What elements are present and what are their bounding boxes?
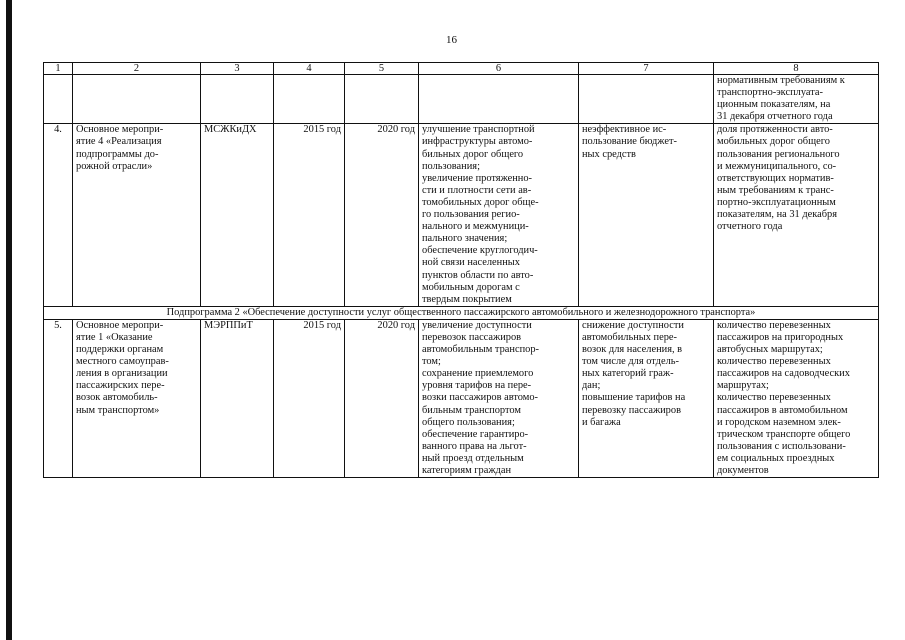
executor-cell: МСЖКиДХ bbox=[201, 124, 274, 306]
indicator-cell: количество перевезенных пассажиров на пригородных автобусных маршрутах; количество перевезенных пассажиров на садоводческих маршрутах; количество перевезенных пассажиров в автомобильном и городском наземном элек- трическом транспорте общего пользования с использовани- ем социальных проездных документов bbox=[714, 319, 879, 477]
indicator-cell: доля протяженности авто- мобильных дорог общего пользования регионального и межмуниципального, со- ответствующих норматив- ным требованиям к транс- портно-эксплуатационным показателям, на 31 декабря отчетного года bbox=[714, 124, 879, 306]
measure-name-cell: Основное меропри- ятие 1 «Оказание поддержки органам местного самоуправ- ления в организации пассажирских пере- возок автомобиль- ным транспортом» bbox=[73, 319, 201, 477]
start-year-cell: 2015 год bbox=[274, 124, 345, 306]
column-number: 4 bbox=[274, 63, 345, 75]
consequence-cell: неэффективное ис- пользование бюджет- ных средств bbox=[579, 124, 714, 306]
expected-result-cell: увеличение доступности перевозок пассажиров автомобильным транспор- том; сохранение приемлемого уровня тарифов на пере- возки пассажиров автомо- бильным транспортом общего пользования; обеспечение гарантиро- ванного права на льгот- ный проезд отдельным категориям граждан bbox=[419, 319, 579, 477]
measure-name-cell: Основное меропри- ятие 4 «Реализация подпрограммы до- рожной отрасли» bbox=[73, 124, 201, 306]
measures-table bbox=[43, 62, 879, 478]
binding-edge bbox=[6, 0, 12, 640]
row-number-cell: 5. bbox=[44, 319, 73, 477]
end-year-cell: 2020 год bbox=[345, 319, 419, 477]
table-row bbox=[44, 124, 879, 306]
row-number-cell: 4. bbox=[44, 124, 73, 306]
page-number: 16 bbox=[446, 34, 457, 46]
subprogram-title: Подпрограмма 2 «Обеспечение доступности услуг общественного пассажирского автомобильного и железнодорожного транспорта» bbox=[44, 306, 879, 319]
start-year-cell: 2015 год bbox=[274, 319, 345, 477]
expected-result-cell: улучшение транспортной инфраструктуры автомо- бильных дорог общего пользования; увеличение протяженно- сти и плотности сети ав- томобильных дорог обще- го пользования регио- нального и межмуници- пального значения; обеспечение круглогодич- ной связи населенных пунктов области по авто- мобильным дорогам с твердым покрытием bbox=[419, 124, 579, 306]
column-number: 5 bbox=[345, 63, 419, 75]
column-number: 7 bbox=[579, 63, 714, 75]
continuation-row bbox=[44, 75, 879, 124]
executor-cell: МЭРППиТ bbox=[201, 319, 274, 477]
end-year-cell: 2020 год bbox=[345, 124, 419, 306]
table-row bbox=[44, 319, 879, 477]
column-number: 1 bbox=[44, 63, 73, 75]
column-number-row bbox=[44, 63, 879, 75]
subprogram-row bbox=[44, 306, 879, 319]
column-number: 3 bbox=[201, 63, 274, 75]
indicator-cell: нормативным требованиям к транспортно-эксплуата- ционным показателям, на 31 декабря отчетного года bbox=[714, 75, 879, 124]
column-number: 8 bbox=[714, 63, 879, 75]
column-number: 2 bbox=[73, 63, 201, 75]
column-number: 6 bbox=[419, 63, 579, 75]
consequence-cell: снижение доступности автомобильных пере- возок для населения, в том числе для отдель- ных категорий граж- дан; повышение тарифов на перевозку пассажиров и багажа bbox=[579, 319, 714, 477]
